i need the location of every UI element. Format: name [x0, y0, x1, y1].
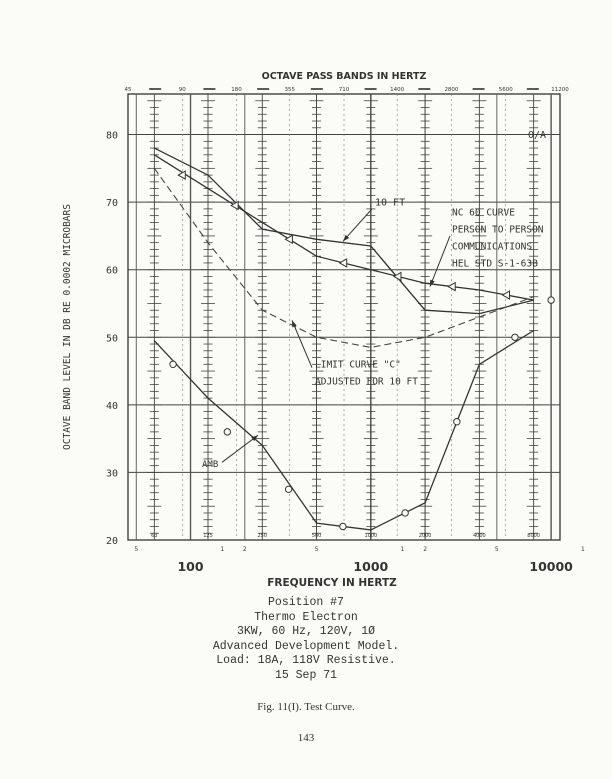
data-marker-4: [402, 510, 408, 516]
data-marker-2: [285, 486, 291, 492]
annotation-7: ADJUSTED FOR 10 FT: [315, 376, 418, 388]
band-edge-label-45: 45: [124, 87, 132, 93]
x-minor-label: 1: [580, 546, 585, 553]
tick-ladder-500: [310, 94, 324, 540]
x-minor-label: 1: [400, 546, 405, 553]
x-minor-label: 2: [423, 546, 428, 553]
band-center-label-8000: 8000: [527, 533, 541, 539]
tick-ladder-63: [147, 94, 161, 540]
caption-line-5: Load: 18A, 118V Resistive.: [216, 654, 396, 667]
nc-triangle-marker-6: [503, 291, 510, 299]
y-tick-label-30: 30: [105, 468, 118, 480]
band-center-label-500: 500: [311, 533, 322, 539]
data-marker-3: [340, 523, 346, 529]
band-edge-label-710: 710: [338, 87, 350, 93]
tick-ladder-8000: [527, 94, 541, 540]
x-minor-label: 2: [242, 546, 247, 553]
band-edge-label-5600: 5600: [498, 87, 513, 93]
annotation-4: COMMUNICATIONS: [452, 241, 533, 253]
tick-ladder-125: [201, 94, 215, 540]
caption-line-3: 3KW, 60 Hz, 120V, 1Ø: [236, 625, 376, 638]
band-center-label-2000: 2000: [418, 533, 432, 539]
tick-ladder-1000: [364, 94, 378, 540]
page-number: 143: [297, 732, 315, 744]
band-edge-label-2800: 2800: [444, 87, 459, 93]
band-edge-label-180: 180: [231, 87, 242, 93]
nc-triangle-marker-3: [340, 259, 347, 267]
data-marker-1: [224, 429, 230, 435]
x-minor-label: 1: [220, 546, 225, 553]
x-axis-label: FREQUENCY IN HERTZ: [267, 577, 397, 589]
annotation-5: HEL STD S-1-63B: [452, 258, 538, 270]
caption-line-1: Position #7: [268, 596, 344, 609]
band-center-label-4000: 4000: [473, 533, 486, 539]
y-tick-label-60: 60: [105, 265, 118, 277]
arrow-nc60: [430, 236, 450, 287]
caption-line-6: 15 Sep 71: [274, 668, 338, 682]
y-tick-label-20: 20: [105, 536, 118, 547]
band-center-label-125: 125: [203, 533, 213, 539]
figure-caption: Fig. 11(I). Test Curve.: [257, 701, 355, 713]
annotation-0: O/A: [528, 129, 547, 141]
annotation-3: PERSON TO PERSON: [452, 224, 544, 236]
tick-ladder-2000: [418, 94, 432, 540]
band-edge-label-355: 355: [284, 87, 295, 93]
x-tick-label-1000: 1000: [353, 559, 389, 574]
x-tick-label-10000: 10000: [529, 559, 573, 574]
nc-triangle-marker-1: [231, 202, 238, 210]
band-center-label-1000: 1000: [364, 533, 378, 539]
arrow-limit-curve-head: [292, 320, 297, 327]
y-tick-label-40: 40: [105, 400, 118, 412]
annotation-1: 10 FT: [375, 197, 406, 209]
data-marker-6: [512, 334, 518, 340]
x-minor-label: 5: [134, 546, 139, 553]
arrow-amb: [222, 435, 258, 462]
band-center-label-250: 250: [257, 533, 268, 539]
chart-title: OCTAVE PASS BANDS IN HERTZ: [261, 71, 427, 82]
nc-triangle-marker-2: [285, 235, 292, 243]
arrow-limit-curve: [292, 320, 312, 367]
arrow-nc60-head: [430, 280, 435, 287]
data-marker-5: [454, 419, 460, 425]
data-marker-7: [548, 297, 554, 303]
caption-line-2: Thermo Electron: [254, 610, 358, 624]
band-center-label-63: 63: [151, 533, 158, 539]
y-tick-label-50: 50: [105, 333, 118, 345]
band-edge-label-11200: 11200: [551, 87, 569, 93]
x-minor-label: 5: [314, 546, 319, 553]
annotation-amb: AMB: [202, 460, 219, 471]
y-tick-label-80: 80: [105, 130, 118, 142]
band-edge-label-90: 90: [178, 87, 186, 93]
caption-block: [0, 596, 612, 683]
x-tick-label-100: 100: [177, 559, 204, 574]
caption-line-4: Advanced Development Model.: [212, 639, 400, 653]
x-minor-label: 5: [494, 546, 499, 553]
annotation-6: LIMIT CURVE "C": [315, 359, 401, 371]
annotation-2: NC 60 CURVE: [452, 207, 515, 219]
tick-ladder-250: [255, 94, 269, 540]
y-axis-label: OCTAVE BAND LEVEL IN DB RE 0.0002 MICROBARS: [62, 204, 73, 450]
data-marker-0: [170, 361, 176, 367]
y-tick-label-70: 70: [105, 198, 118, 210]
band-edge-label-1400: 1400: [390, 87, 405, 93]
